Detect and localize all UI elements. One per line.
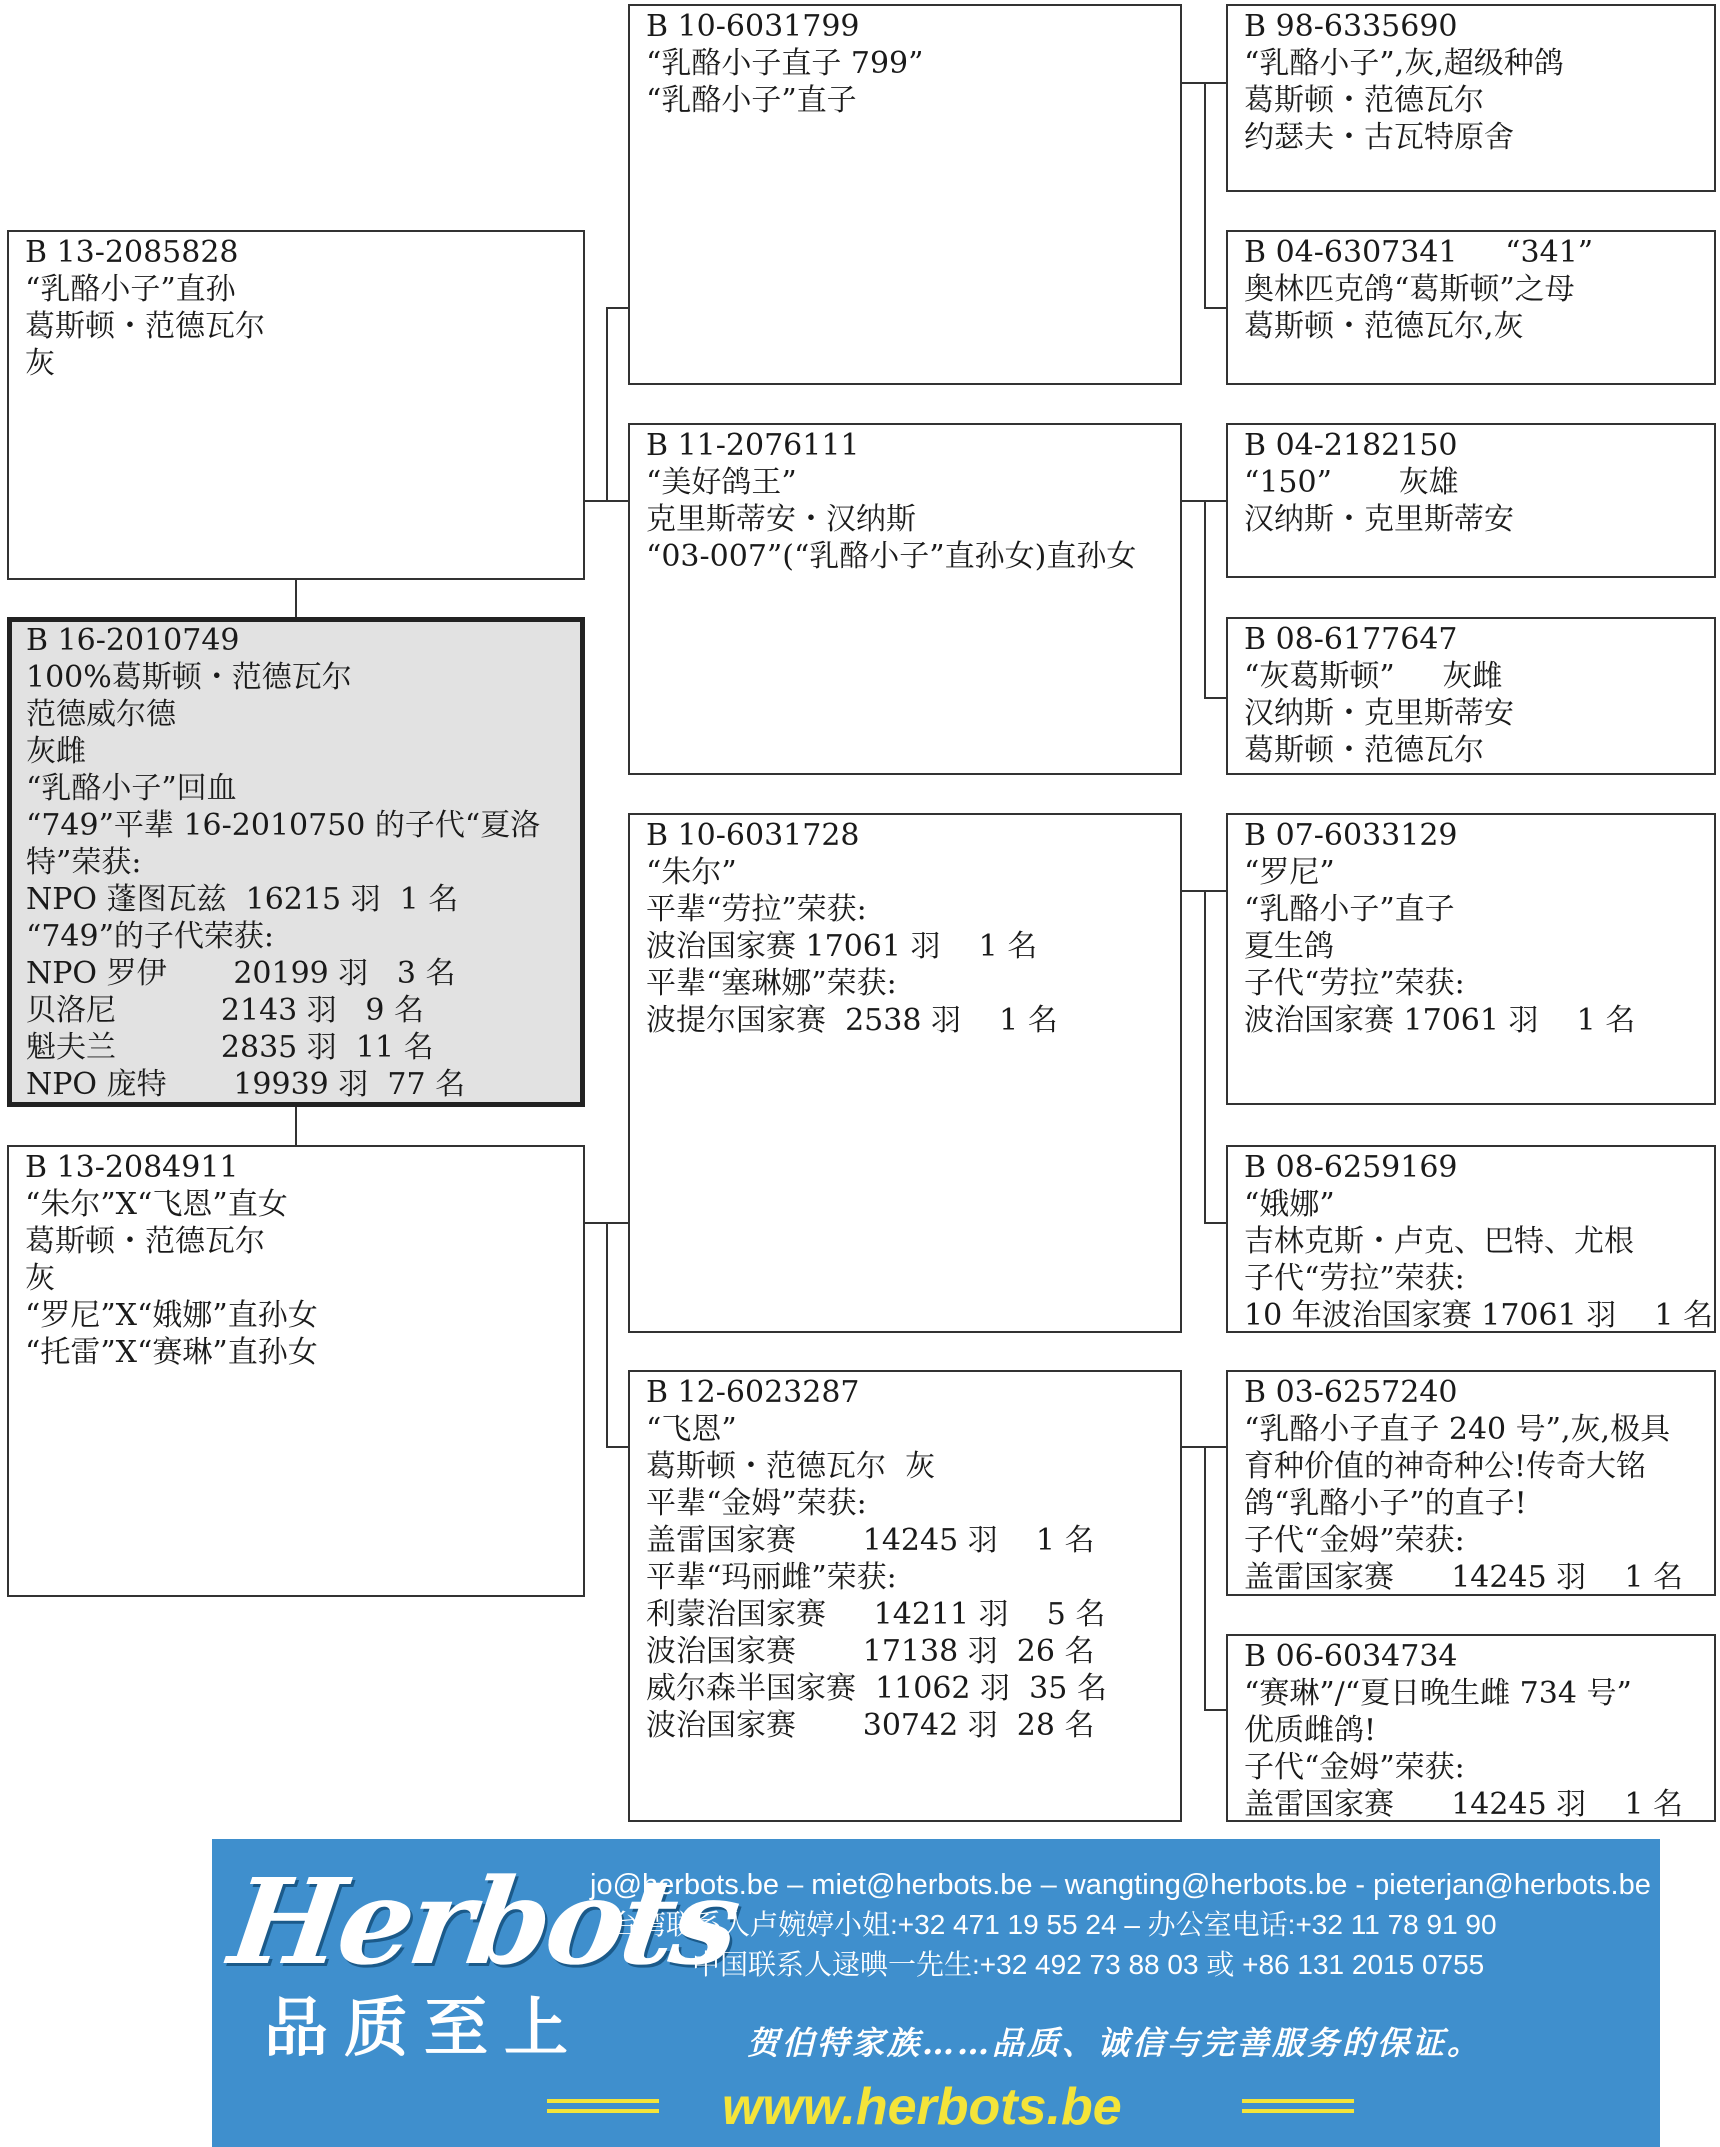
grandparent-box-1 xyxy=(628,4,1182,385)
contact-china: 中国联系人逯晪一先生:+32 492 73 88 03 或 +86 131 2015 0755 xyxy=(692,1949,1485,1980)
ggp2-ring: B 04-6307341 “341” xyxy=(1244,235,1594,270)
connector-gp1-bracket xyxy=(1204,82,1206,308)
dam-box xyxy=(7,1145,585,1597)
sire-line: 灰 xyxy=(25,346,55,381)
ggp3-ring: B 04-2182150 xyxy=(1244,428,1458,463)
great-grandparent-box-1 xyxy=(1226,4,1716,192)
ggp7-note: “乳酪小子直子 240 号”,灰,极具育种价值的神奇种公!传奇大铭鸽“乳酪小子”的直子! xyxy=(1244,1412,1671,1521)
main-line: “乳酪小子”回血 xyxy=(26,771,237,806)
dam-line: “朱尔”X“飞恩”直女 xyxy=(25,1187,288,1222)
dam-line: “托雷”X“赛琳”直孙女 xyxy=(25,1335,318,1370)
ggp8-line: 盖雷国家赛 14245 羽 1 名 xyxy=(1244,1787,1683,1822)
great-grandparent-box-8 xyxy=(1226,1634,1716,1822)
connector-sire-bracket xyxy=(606,307,608,502)
connector-main-dam xyxy=(295,1106,297,1146)
footer-banner xyxy=(212,1839,1660,2147)
great-grandparent-box-5 xyxy=(1226,813,1716,1105)
main-result: NPO 罗伊 20199 羽 3 名 xyxy=(26,956,456,991)
main-line: 范德威尔德 xyxy=(26,697,176,732)
gp4-line: 利蒙治国家赛 14211 羽 5 名 xyxy=(646,1597,1106,1632)
connector-gp4-ggp8 xyxy=(1204,1709,1227,1711)
gp3-line: 波治国家赛 17061 羽 1 名 xyxy=(646,929,1038,964)
tagline: 贺伯特家族……品质、诚信与完善服务的保证。 xyxy=(747,2024,1483,2062)
gp4-line: “飞恩” xyxy=(646,1412,737,1447)
ggp8-line: 优质雌鸽! xyxy=(1244,1713,1377,1748)
connector-gp2-bracket xyxy=(1204,500,1206,698)
gp2-line: 克里斯蒂安・汉纳斯 xyxy=(646,502,916,537)
sire-ring: B 13-2085828 xyxy=(25,235,239,270)
website-link[interactable]: www.herbots.be xyxy=(722,2078,1122,2136)
dam-ring: B 13-2084911 xyxy=(25,1150,239,1185)
main-result: 贝洛尼 2143 羽 9 名 xyxy=(26,993,425,1028)
ggp4-line: 汉纳斯・克里斯蒂安 xyxy=(1244,696,1514,731)
connector-gp4-bracket xyxy=(1204,1446,1206,1710)
gp4-line: 威尔森半国家赛 11062 羽 35 名 xyxy=(646,1671,1107,1706)
gp4-line: 平辈“金姆”荣获: xyxy=(646,1486,867,1521)
slogan: 品质至上 xyxy=(264,1992,584,2066)
dam-line: 灰 xyxy=(25,1261,55,1296)
ggp5-line: 子代“劳拉”荣获: xyxy=(1244,966,1465,1001)
gp4-line: 波治国家赛 17138 羽 26 名 xyxy=(646,1634,1095,1669)
decor-line-left xyxy=(547,2099,659,2103)
great-grandparent-box-4 xyxy=(1226,617,1716,775)
connector-dam-gp4 xyxy=(606,1446,629,1448)
main-result: NPO 庞特 19939 羽 77 名 xyxy=(26,1067,466,1102)
connector-sire-gp1 xyxy=(606,307,629,309)
contact-taiwan: 台湾联系人卢婉婷小姐:+32 471 19 55 24 – 办公室电话:+32 11 78 91 90 xyxy=(610,1909,1497,1940)
gp4-line: 葛斯顿・范德瓦尔 灰 xyxy=(646,1449,936,1484)
great-grandparent-box-6 xyxy=(1226,1145,1716,1333)
ggp3-line: “150” 灰雄 xyxy=(1244,465,1459,500)
main-line: 100%葛斯顿・范德瓦尔 xyxy=(26,660,352,695)
sire-box xyxy=(7,230,585,580)
ggp4-line: “灰葛斯顿” 灰雌 xyxy=(1244,659,1503,694)
main-result: NPO 蓬图瓦兹 16215 羽 1 名 xyxy=(26,882,459,917)
sire-line: “乳酪小子”直孙 xyxy=(25,272,236,307)
ggp5-line: 波治国家赛 17061 羽 1 名 xyxy=(1244,1003,1636,1038)
herbots-logo: Herbots xyxy=(222,1852,745,1991)
ggp6-line: “娥娜” xyxy=(1244,1187,1335,1222)
sire-line: 葛斯顿・范德瓦尔 xyxy=(25,309,265,344)
ggp2-line: 奥林匹克鸽“葛斯顿”之母 xyxy=(1244,272,1575,307)
grandparent-box-4 xyxy=(628,1370,1182,1822)
gp3-ring: B 10-6031728 xyxy=(646,818,860,853)
gp4-ring: B 12-6023287 xyxy=(646,1375,860,1410)
great-grandparent-box-3 xyxy=(1226,423,1716,578)
main-result: 魁夫兰 2835 羽 11 名 xyxy=(26,1030,434,1065)
gp3-line: 平辈“塞琳娜”荣获: xyxy=(646,966,897,1001)
ggp4-line: 葛斯顿・范德瓦尔 xyxy=(1244,733,1484,768)
ggp5-line: “乳酪小子”直子 xyxy=(1244,892,1455,927)
gp2-line: “美好鸽王” xyxy=(646,465,797,500)
ggp5-line: 夏生鸽 xyxy=(1244,929,1334,964)
ggp5-line: “罗尼” xyxy=(1244,855,1335,890)
decor-line-left-2 xyxy=(547,2109,659,2113)
ggp8-ring: B 06-6034734 xyxy=(1244,1639,1458,1674)
ggp1-line: 葛斯顿・范德瓦尔 xyxy=(1244,83,1484,118)
main-pigeon-box xyxy=(7,617,585,1107)
grandparent-box-3 xyxy=(628,813,1182,1333)
gp4-line: 盖雷国家赛 14245 羽 1 名 xyxy=(646,1523,1095,1558)
connector-gp3-ggp6 xyxy=(1204,1222,1227,1224)
ggp5-ring: B 07-6033129 xyxy=(1244,818,1458,853)
great-grandparent-box-2 xyxy=(1226,230,1716,385)
main-result: “749”的子代荣获: xyxy=(26,919,275,954)
ggp6-line: 10 年波治国家赛 17061 羽 1 名 xyxy=(1244,1298,1713,1333)
connector-dam-bracket xyxy=(606,1222,608,1446)
ggp7-line: 盖雷国家赛 14245 羽 1 名 xyxy=(1244,1560,1683,1595)
connector-gp3-bracket xyxy=(1204,890,1206,1224)
connector-gp1-ggp2 xyxy=(1204,307,1227,309)
grandparent-box-2 xyxy=(628,423,1182,775)
dam-line: “罗尼”X“娥娜”直孙女 xyxy=(25,1298,318,1333)
gp2-note: “03-007”(“乳酪小子”直孙女)直孙女 xyxy=(646,539,1137,574)
ggp1-line: “乳酪小子”,灰,超级种鸽 xyxy=(1244,46,1564,81)
ggp6-line: 吉林克斯・卢克、巴特、尤根 xyxy=(1244,1224,1634,1259)
ggp1-line: 约瑟夫・古瓦特原舍 xyxy=(1244,120,1514,155)
connector-gp2-ggp4 xyxy=(1204,697,1227,699)
ggp7-line: 子代“金姆”荣获: xyxy=(1244,1523,1465,1558)
contact-emails[interactable]: jo@herbots.be – miet@herbots.be – wangting@herbots.be - pieterjan@herbots.be xyxy=(590,1869,1651,1901)
dam-line: 葛斯顿・范德瓦尔 xyxy=(25,1224,265,1259)
decor-line-right-2 xyxy=(1242,2109,1354,2113)
ggp8-line: “赛琳”/“夏日晚生雌 734 号” xyxy=(1244,1676,1632,1711)
connector-main-sire xyxy=(295,578,297,618)
ggp7-ring: B 03-6257240 xyxy=(1244,1375,1458,1410)
gp1-line: “乳酪小子直子 799” xyxy=(646,46,924,81)
gp4-line: 波治国家赛 30742 羽 28 名 xyxy=(646,1708,1095,1743)
gp1-ring: B 10-6031799 xyxy=(646,9,860,44)
main-line: 灰雌 xyxy=(26,734,86,769)
great-grandparent-box-7 xyxy=(1226,1370,1716,1596)
ggp4-ring: B 08-6177647 xyxy=(1244,622,1458,657)
gp2-ring: B 11-2076111 xyxy=(646,428,860,463)
ggp6-ring: B 08-6259169 xyxy=(1244,1150,1458,1185)
ggp1-ring: B 98-6335690 xyxy=(1244,9,1458,44)
ggp3-line: 汉纳斯・克里斯蒂安 xyxy=(1244,502,1514,537)
gp4-line: 平辈“玛丽雌”荣获: xyxy=(646,1560,897,1595)
ggp8-line: 子代“金姆”荣获: xyxy=(1244,1750,1465,1785)
gp3-line: “朱尔” xyxy=(646,855,737,890)
ggp6-line: 子代“劳拉”荣获: xyxy=(1244,1261,1465,1296)
ggp2-line: 葛斯顿・范德瓦尔,灰 xyxy=(1244,309,1524,344)
gp3-line: 平辈“劳拉”荣获: xyxy=(646,892,867,927)
main-note: “749”平辈 16-2010750 的子代“夏洛特”荣获: xyxy=(26,808,541,880)
decor-line-right xyxy=(1242,2099,1354,2103)
gp1-line: “乳酪小子”直子 xyxy=(646,83,857,118)
gp3-line: 波提尔国家赛 2538 羽 1 名 xyxy=(646,1003,1058,1038)
main-ring: B 16-2010749 xyxy=(26,623,240,658)
